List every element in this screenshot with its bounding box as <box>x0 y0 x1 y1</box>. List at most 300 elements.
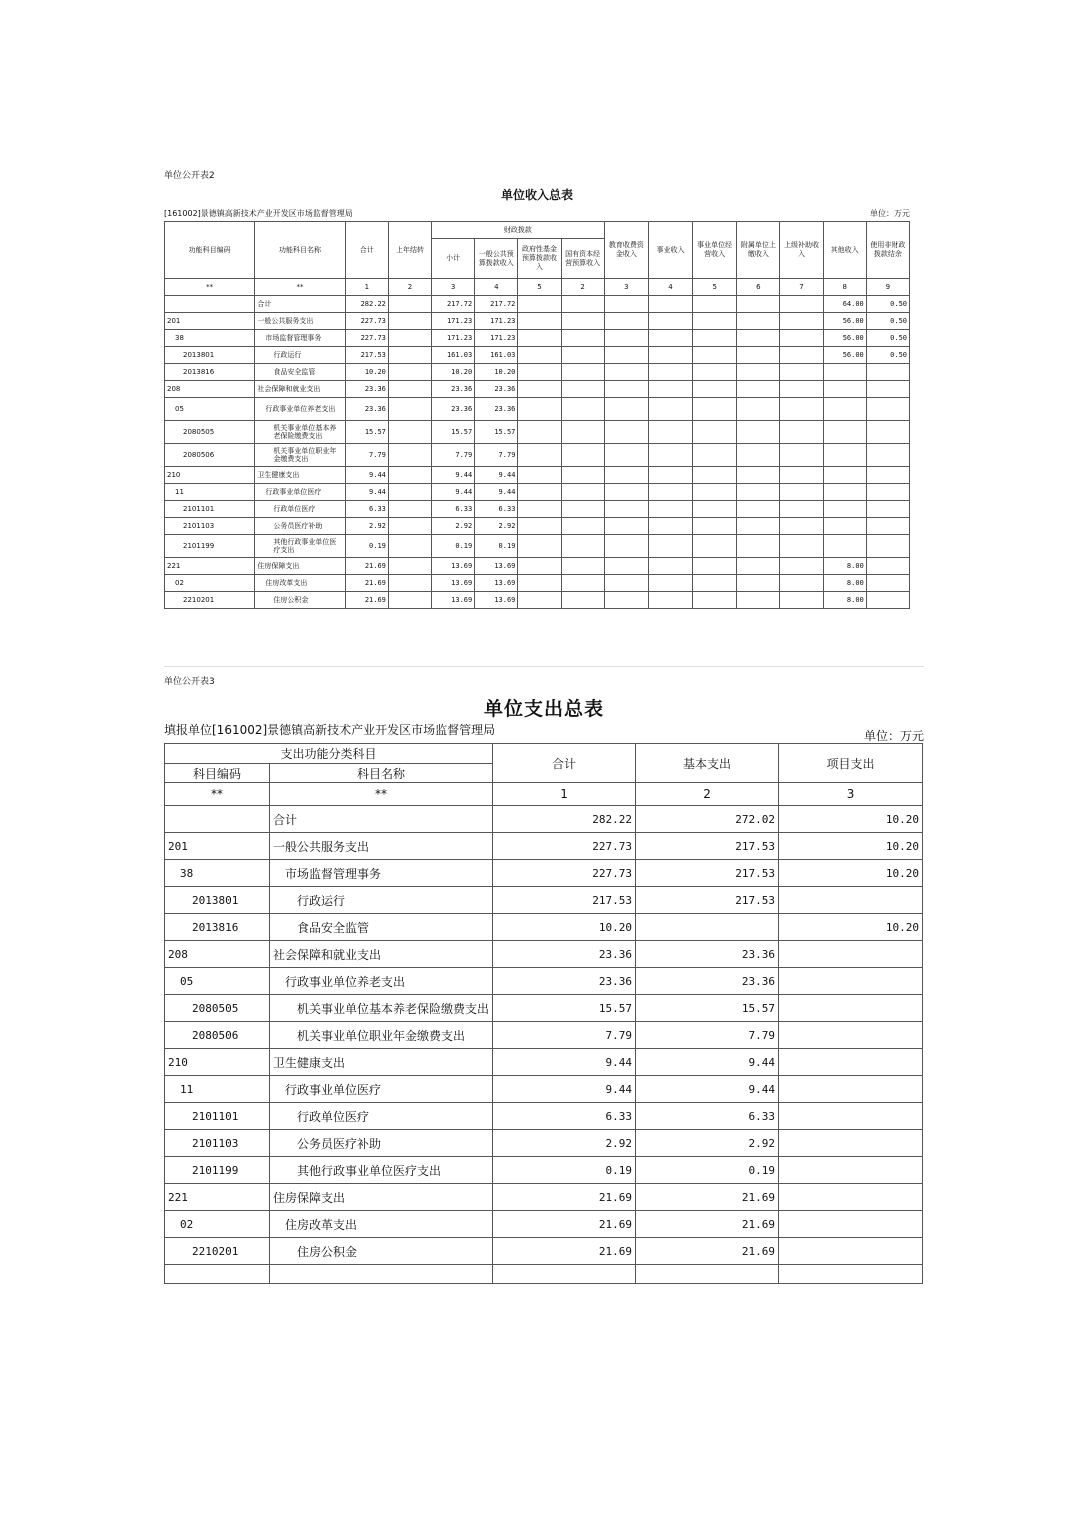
index-cell: 3 <box>432 279 475 296</box>
cell-total: 21.69 <box>345 592 388 609</box>
cell-project <box>779 1265 923 1284</box>
cell-subtotal: 171.23 <box>432 330 475 347</box>
cell-name: 住房公积金 <box>270 1238 493 1265</box>
table-row <box>165 313 910 330</box>
index-cell: 4 <box>475 279 518 296</box>
table-row <box>165 1157 923 1184</box>
cell-project <box>779 1076 923 1103</box>
cell-code <box>165 1265 270 1284</box>
cell-code: 2080505 <box>165 995 270 1022</box>
header-affiliated: 附属单位上缴收入 <box>737 222 780 279</box>
cell-empty <box>737 421 780 444</box>
index-cell: ** <box>165 279 255 296</box>
cell-name: 行政运行 <box>270 887 493 914</box>
cell-empty <box>693 330 737 347</box>
cell-code <box>165 296 255 313</box>
cell-total: 23.36 <box>345 398 388 421</box>
cell-name: 合计 <box>255 296 345 313</box>
cell-total: 21.69 <box>493 1211 636 1238</box>
cell-empty <box>604 592 648 609</box>
cell-name: 行政事业单位养老支出 <box>270 968 493 995</box>
cell-basic: 9.44 <box>636 1049 779 1076</box>
cell-empty <box>737 575 780 592</box>
header-project: 项目支出 <box>779 744 923 783</box>
cell-total: 282.22 <box>493 806 636 833</box>
header-carryover: 上年结转 <box>388 222 431 279</box>
cell-code: 208 <box>165 381 255 398</box>
cell-total: 23.36 <box>345 381 388 398</box>
cell-total: 9.44 <box>345 484 388 501</box>
cell-code: 2101101 <box>165 1103 270 1130</box>
table-row <box>165 1076 923 1103</box>
cell-empty <box>780 484 823 501</box>
cell-project: 10.20 <box>779 860 923 887</box>
cell-general-budget: 171.23 <box>475 330 518 347</box>
cell-code: 38 <box>165 860 270 887</box>
index-cell: ** <box>165 783 270 806</box>
cell-general-budget: 6.33 <box>475 501 518 518</box>
table-row <box>165 347 910 364</box>
cell-empty <box>737 558 780 575</box>
cell-name: 社会保障和就业支出 <box>255 381 345 398</box>
table-row <box>165 860 923 887</box>
cell-total: 21.69 <box>345 558 388 575</box>
cell-empty <box>604 347 648 364</box>
cell-empty <box>648 347 692 364</box>
cell-empty <box>780 444 823 467</box>
table-row <box>165 364 910 381</box>
header-expense-total: 合计 <box>493 744 636 783</box>
cell-empty <box>518 347 561 364</box>
cell-name: 食品安全监管 <box>255 364 345 381</box>
cell-project <box>779 1184 923 1211</box>
cell-subtotal: 23.36 <box>432 381 475 398</box>
cell-non-fiscal: 0.50 <box>866 330 909 347</box>
cell-empty <box>518 558 561 575</box>
cell-general-budget: 13.69 <box>475 558 518 575</box>
cell-empty <box>693 364 737 381</box>
cell-empty <box>737 364 780 381</box>
cell-total: 9.44 <box>345 467 388 484</box>
cell-empty <box>604 484 648 501</box>
cell-code: 2013816 <box>165 364 255 381</box>
cell-empty <box>693 467 737 484</box>
cell-other-income <box>823 364 866 381</box>
cell-basic: 272.02 <box>636 806 779 833</box>
index-cell: 2 <box>636 783 779 806</box>
cell-code: 221 <box>165 558 255 575</box>
cell-carryover <box>388 592 431 609</box>
cell-carryover <box>388 330 431 347</box>
cell-subtotal: 23.36 <box>432 398 475 421</box>
cell-other-income: 56.00 <box>823 313 866 330</box>
cell-total: 6.33 <box>493 1103 636 1130</box>
cell-empty <box>648 313 692 330</box>
cell-total: 15.57 <box>493 995 636 1022</box>
cell-total: 7.79 <box>345 444 388 467</box>
cell-code: 2101103 <box>165 1130 270 1157</box>
cell-code: 210 <box>165 1049 270 1076</box>
cell-name: 其他行政事业单位医疗支出 <box>255 535 345 558</box>
cell-empty <box>648 501 692 518</box>
table-row <box>165 592 910 609</box>
cell-empty <box>518 398 561 421</box>
cell-empty <box>648 558 692 575</box>
cell-non-fiscal: 0.50 <box>866 313 909 330</box>
cell-name: 社会保障和就业支出 <box>270 941 493 968</box>
cell-empty <box>604 535 648 558</box>
cell-non-fiscal <box>866 592 909 609</box>
cell-subtotal: 171.23 <box>432 313 475 330</box>
cell-empty <box>561 330 604 347</box>
table-row <box>165 501 910 518</box>
table2-unit-row <box>164 723 924 743</box>
cell-total: 10.20 <box>345 364 388 381</box>
cell-name: 卫生健康支出 <box>255 467 345 484</box>
table1-body <box>165 279 910 609</box>
cell-empty <box>604 575 648 592</box>
cell-empty <box>604 296 648 313</box>
table2-label: 单位公开表3 <box>164 677 215 687</box>
income-summary-table <box>164 221 910 609</box>
table-row <box>165 1238 923 1265</box>
cell-empty <box>693 381 737 398</box>
cell-basic: 23.36 <box>636 941 779 968</box>
cell-non-fiscal <box>866 575 909 592</box>
cell-code: 2101199 <box>165 535 255 558</box>
cell-carryover <box>388 444 431 467</box>
cell-other-income: 8.00 <box>823 575 866 592</box>
cell-empty <box>518 421 561 444</box>
cell-basic: 21.69 <box>636 1211 779 1238</box>
cell-carryover <box>388 381 431 398</box>
cell-empty <box>518 296 561 313</box>
header-expense-group: 支出功能分类科目 <box>165 744 493 764</box>
index-cell: ** <box>270 783 493 806</box>
cell-name: 机关事业单位基本养老保险缴费支出 <box>270 995 493 1022</box>
cell-general-budget: 13.69 <box>475 592 518 609</box>
header-non-fiscal: 使用非财政拨款结余 <box>866 222 909 279</box>
cell-subtotal: 217.72 <box>432 296 475 313</box>
cell-general-budget: 9.44 <box>475 484 518 501</box>
cell-basic: 2.92 <box>636 1130 779 1157</box>
cell-name <box>270 1265 493 1284</box>
cell-general-budget: 23.36 <box>475 381 518 398</box>
header-business: 事业单位经营收入 <box>693 222 737 279</box>
table-row <box>165 914 923 941</box>
cell-name: 市场监督管理事务 <box>270 860 493 887</box>
table-row <box>165 381 910 398</box>
cell-project <box>779 1049 923 1076</box>
cell-code: 2013816 <box>165 914 270 941</box>
cell-name: 住房保障支出 <box>270 1184 493 1211</box>
cell-empty <box>604 467 648 484</box>
cell-empty <box>561 313 604 330</box>
cell-project <box>779 995 923 1022</box>
index-cell: 7 <box>780 279 823 296</box>
cell-project <box>779 1238 923 1265</box>
table1-unit-name: [161002]景德镇高新技术产业开发区市场监督管理局 <box>164 209 353 218</box>
cell-project: 10.20 <box>779 806 923 833</box>
cell-code: 02 <box>165 1211 270 1238</box>
cell-empty <box>561 421 604 444</box>
cell-empty <box>780 501 823 518</box>
cell-empty <box>648 535 692 558</box>
cell-name: 行政事业单位医疗 <box>255 484 345 501</box>
cell-name: 机关事业单位基本养老保险缴费支出 <box>255 421 345 444</box>
cell-non-fiscal <box>866 518 909 535</box>
cell-empty <box>561 501 604 518</box>
cell-carryover <box>388 296 431 313</box>
cell-empty <box>604 421 648 444</box>
table2-unit-note: 单位：万元 <box>863 729 924 743</box>
table2-unit-name: 填报单位[161002]景德镇高新技术产业开发区市场监督管理局 <box>164 723 496 737</box>
cell-empty <box>648 592 692 609</box>
cell-other-income <box>823 535 866 558</box>
cell-non-fiscal <box>866 398 909 421</box>
cell-empty <box>780 467 823 484</box>
cell-non-fiscal <box>866 444 909 467</box>
table-row <box>165 968 923 995</box>
cell-total: 21.69 <box>493 1184 636 1211</box>
cell-name: 其他行政事业单位医疗支出 <box>270 1157 493 1184</box>
cell-empty <box>780 364 823 381</box>
header-fiscal-group: 财政拨款 <box>432 222 605 239</box>
cell-name: 卫生健康支出 <box>270 1049 493 1076</box>
cell-empty <box>518 575 561 592</box>
cell-empty <box>561 484 604 501</box>
cell-subtotal: 7.79 <box>432 444 475 467</box>
header-edu-fee: 教育收费资金收入 <box>604 222 648 279</box>
cell-empty <box>693 575 737 592</box>
cell-total <box>493 1265 636 1284</box>
cell-empty <box>780 575 823 592</box>
cell-general-budget: 171.23 <box>475 313 518 330</box>
cell-empty <box>693 421 737 444</box>
cell-empty <box>648 330 692 347</box>
cell-empty <box>737 444 780 467</box>
cell-basic <box>636 1265 779 1284</box>
table2-header <box>165 744 923 783</box>
cell-subtotal: 9.44 <box>432 467 475 484</box>
index-cell: 5 <box>518 279 561 296</box>
cell-empty <box>780 330 823 347</box>
header-subtotal: 小计 <box>432 239 475 279</box>
cell-empty <box>604 518 648 535</box>
cell-carryover <box>388 467 431 484</box>
cell-name: 一般公共服务支出 <box>255 313 345 330</box>
cell-empty <box>737 467 780 484</box>
cell-general-budget: 217.72 <box>475 296 518 313</box>
cell-empty <box>648 467 692 484</box>
cell-empty <box>518 535 561 558</box>
cell-total: 0.19 <box>493 1157 636 1184</box>
table-row <box>165 995 923 1022</box>
cell-carryover <box>388 421 431 444</box>
cell-empty <box>561 467 604 484</box>
table-row <box>165 806 923 833</box>
cell-code: 2101103 <box>165 518 255 535</box>
cell-name: 食品安全监管 <box>270 914 493 941</box>
cell-empty <box>737 518 780 535</box>
cell-empty <box>780 518 823 535</box>
cell-name: 机关事业单位职业年金缴费支出 <box>270 1022 493 1049</box>
cell-subtotal: 10.20 <box>432 364 475 381</box>
cell-other-income <box>823 501 866 518</box>
cell-code: 221 <box>165 1184 270 1211</box>
index-cell: 4 <box>648 279 692 296</box>
table-row <box>165 398 910 421</box>
cell-empty <box>780 558 823 575</box>
cell-other-income: 56.00 <box>823 347 866 364</box>
table-row <box>165 558 910 575</box>
cell-empty <box>737 296 780 313</box>
cell-empty <box>561 592 604 609</box>
cell-empty <box>561 518 604 535</box>
cell-general-budget: 23.36 <box>475 398 518 421</box>
cell-total: 2.92 <box>493 1130 636 1157</box>
cell-total: 217.53 <box>345 347 388 364</box>
cell-total: 23.36 <box>493 941 636 968</box>
cell-subtotal: 13.69 <box>432 575 475 592</box>
cell-total: 2.92 <box>345 518 388 535</box>
cell-empty <box>518 501 561 518</box>
table-row <box>165 575 910 592</box>
cell-empty <box>693 501 737 518</box>
cell-name: 住房改革支出 <box>255 575 345 592</box>
section-divider <box>164 666 924 667</box>
index-row <box>165 279 910 296</box>
cell-empty <box>737 398 780 421</box>
table-row <box>165 887 923 914</box>
header-state-capital: 国有资本经营预算收入 <box>561 239 604 279</box>
cell-empty <box>737 313 780 330</box>
cell-non-fiscal: 0.50 <box>866 296 909 313</box>
index-cell: 1 <box>493 783 636 806</box>
cell-empty <box>693 296 737 313</box>
cell-general-budget: 2.92 <box>475 518 518 535</box>
cell-subtotal: 9.44 <box>432 484 475 501</box>
cell-name: 住房保障支出 <box>255 558 345 575</box>
cell-subtotal: 15.57 <box>432 421 475 444</box>
cell-basic <box>636 914 779 941</box>
cell-total: 0.19 <box>345 535 388 558</box>
cell-project: 10.20 <box>779 914 923 941</box>
cell-empty <box>561 535 604 558</box>
index-cell: 6 <box>737 279 780 296</box>
header-func-name: 功能科目名称 <box>255 222 345 279</box>
cell-empty <box>604 398 648 421</box>
cell-name: 行政单位医疗 <box>255 501 345 518</box>
table-row <box>165 330 910 347</box>
cell-empty <box>648 484 692 501</box>
cell-carryover <box>388 558 431 575</box>
cell-empty <box>518 313 561 330</box>
cell-empty <box>561 381 604 398</box>
table-row <box>165 484 910 501</box>
cell-empty <box>780 421 823 444</box>
cell-empty <box>561 558 604 575</box>
cell-empty <box>561 444 604 467</box>
cell-basic: 15.57 <box>636 995 779 1022</box>
table1-label: 单位公开表2 <box>164 171 215 181</box>
cell-carryover <box>388 313 431 330</box>
cell-empty <box>604 558 648 575</box>
cell-other-income <box>823 398 866 421</box>
cell-total: 227.73 <box>493 833 636 860</box>
cell-code: 2080506 <box>165 1022 270 1049</box>
cell-total: 6.33 <box>345 501 388 518</box>
cell-non-fiscal: 0.50 <box>866 347 909 364</box>
cell-basic: 9.44 <box>636 1076 779 1103</box>
cell-empty <box>780 398 823 421</box>
cell-name: 行政事业单位养老支出 <box>255 398 345 421</box>
cell-empty <box>561 347 604 364</box>
cell-empty <box>604 444 648 467</box>
cell-subtotal: 13.69 <box>432 592 475 609</box>
header-subject-code: 科目编码 <box>165 764 270 783</box>
cell-project <box>779 1103 923 1130</box>
header-career: 事业收入 <box>648 222 692 279</box>
cell-project <box>779 1130 923 1157</box>
table1-header <box>165 222 910 279</box>
cell-code: 11 <box>165 1076 270 1103</box>
cell-empty <box>518 444 561 467</box>
cell-empty <box>737 501 780 518</box>
table-row <box>165 1184 923 1211</box>
table-row <box>165 535 910 558</box>
cell-general-budget: 0.19 <box>475 535 518 558</box>
cell-total: 227.73 <box>493 860 636 887</box>
cell-empty <box>518 484 561 501</box>
cell-name: 机关事业单位职业年金缴费支出 <box>255 444 345 467</box>
header-subject-name: 科目名称 <box>270 764 493 783</box>
cell-total: 217.53 <box>493 887 636 914</box>
cell-name: 合计 <box>270 806 493 833</box>
table2-body <box>165 783 923 1284</box>
cell-empty <box>737 347 780 364</box>
cell-code: 201 <box>165 313 255 330</box>
expense-summary-section <box>164 668 924 1284</box>
cell-code: 2013801 <box>165 347 255 364</box>
cell-carryover <box>388 484 431 501</box>
cell-name: 住房改革支出 <box>270 1211 493 1238</box>
header-other: 其他收入 <box>823 222 866 279</box>
cell-name: 行政事业单位医疗 <box>270 1076 493 1103</box>
cell-total: 282.22 <box>345 296 388 313</box>
cell-subtotal: 161.03 <box>432 347 475 364</box>
header-general-budget: 一般公共预算拨款收入 <box>475 239 518 279</box>
cell-total: 15.57 <box>345 421 388 444</box>
cell-basic: 217.53 <box>636 860 779 887</box>
cell-name: 行政单位医疗 <box>270 1103 493 1130</box>
cell-empty <box>780 592 823 609</box>
cell-other-income <box>823 444 866 467</box>
index-cell: 1 <box>345 279 388 296</box>
cell-code: 2013801 <box>165 887 270 914</box>
cell-non-fiscal <box>866 467 909 484</box>
cell-code: 2080506 <box>165 444 255 467</box>
cell-empty <box>604 313 648 330</box>
cell-basic: 217.53 <box>636 833 779 860</box>
cell-code: 208 <box>165 941 270 968</box>
cell-empty <box>648 381 692 398</box>
cell-empty <box>780 381 823 398</box>
cell-empty <box>604 364 648 381</box>
cell-total: 9.44 <box>493 1076 636 1103</box>
cell-empty <box>604 330 648 347</box>
table-row <box>165 1103 923 1130</box>
